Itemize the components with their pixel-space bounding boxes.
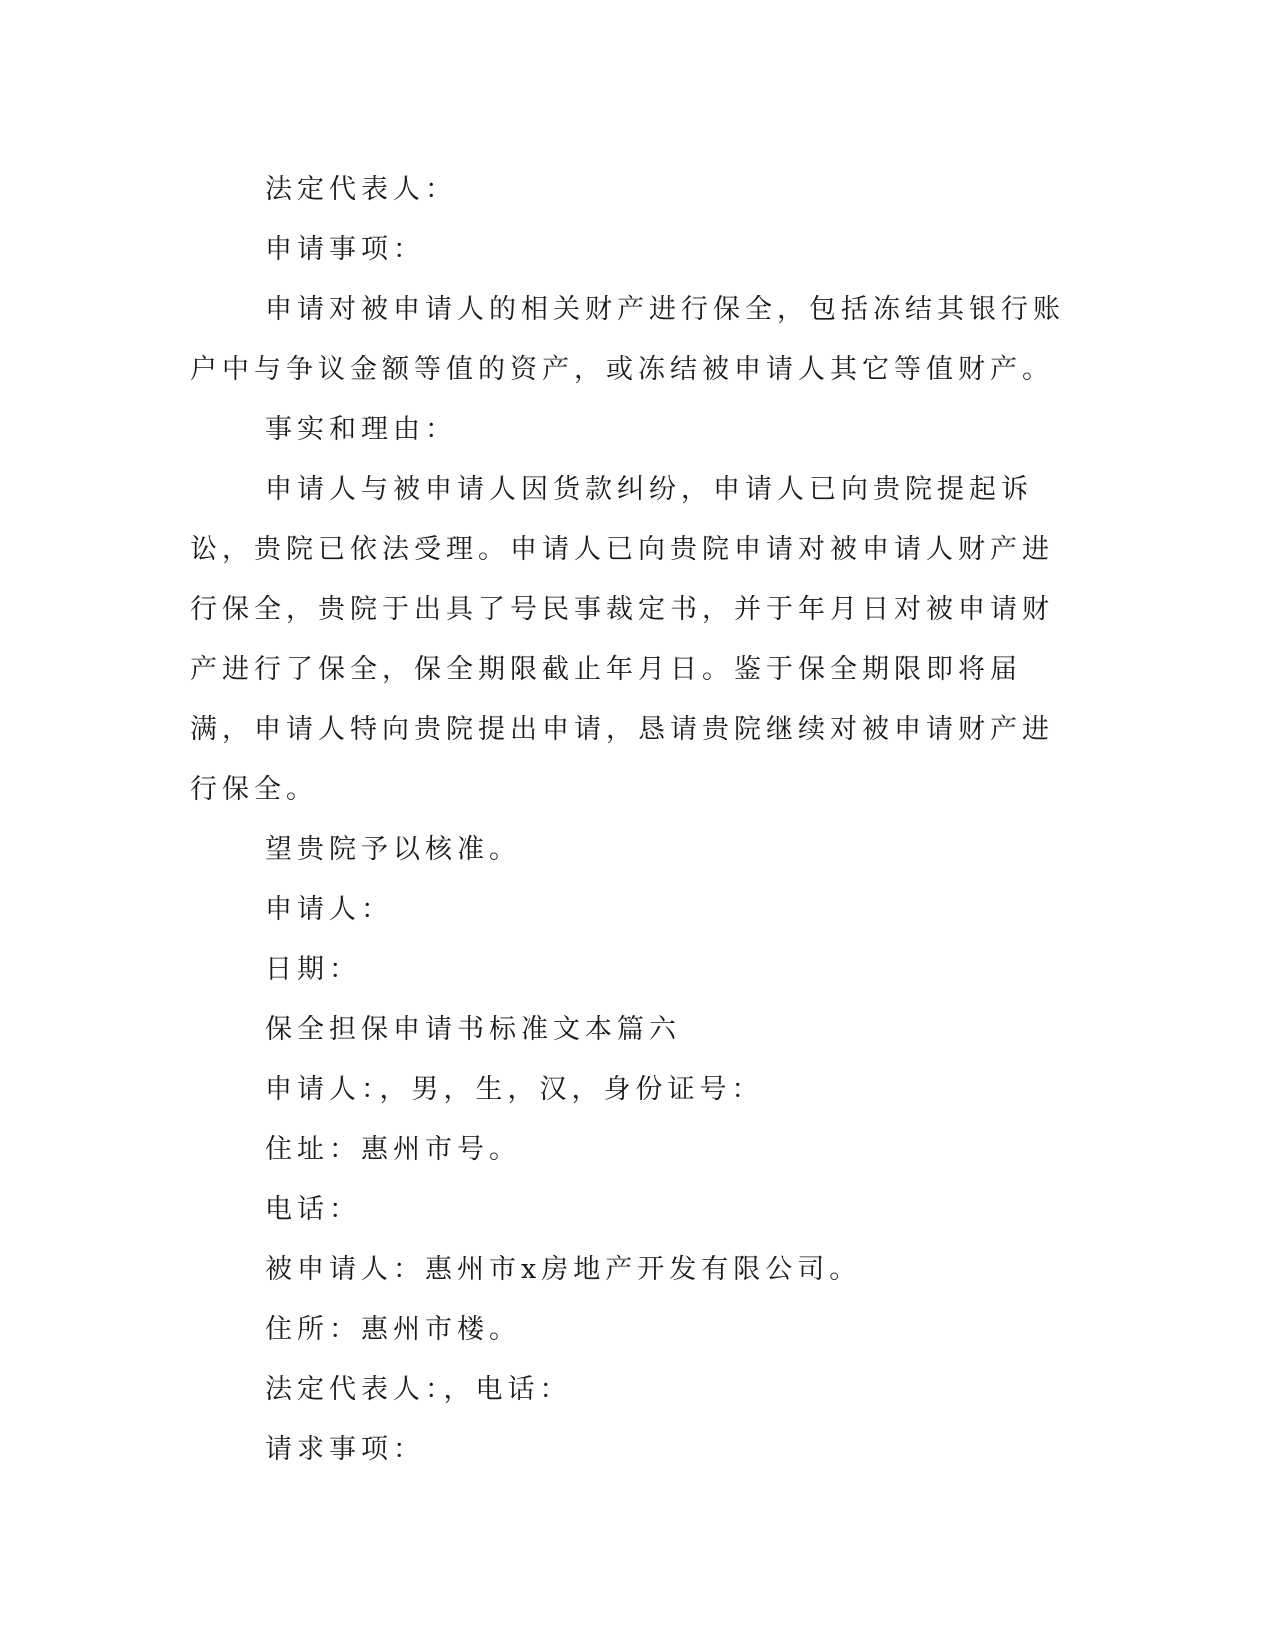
legal-representative-label: 法定代表人：	[265, 174, 457, 205]
applicant-phone: 电话：	[265, 1194, 361, 1225]
respondent-address: 住所：惠州市楼。	[265, 1314, 521, 1345]
claims-heading: 请求事项：	[265, 1434, 425, 1465]
approval-request: 望贵院予以核准。	[265, 834, 521, 865]
application-matters-heading: 申请事项：	[265, 234, 425, 265]
section-title: 保全担保申请书标准文本篇六	[265, 1014, 681, 1045]
application-matters-body: 申请对被申请人的相关财产进行保全，包括冻结其银行账户中与争议金额等值的资产，或冻结被申请人其它等值财产。	[190, 294, 1065, 385]
facts-reasons-heading: 事实和理由：	[265, 414, 457, 445]
applicant-address: 住址：惠州市号。	[265, 1134, 521, 1165]
date-label: 日期：	[265, 954, 361, 985]
applicant-signature-label: 申请人：	[265, 894, 393, 925]
respondent-legal-representative: 法定代表人：，电话：	[265, 1374, 572, 1405]
facts-reasons-body: 申请人与被申请人因货款纠纷，申请人已向贵院提起诉讼，贵院已依法受理。申请人已向贵院申请对被申请人财产进行保全，贵院于出具了号民事裁定书，并于年月日对被申请财产进行了保全，保全期限截止年月日。鉴于保全期限即将届满，申请人特向贵院提出申请，恳请贵院继续对被申请财产进行保全。	[190, 474, 1054, 805]
respondent-info: 被申请人：惠州市x房地产开发有限公司。	[265, 1254, 862, 1285]
document-body	[190, 160, 1080, 1480]
applicant-info: 申请人：，男，生，汉，身份证号：	[265, 1074, 764, 1105]
